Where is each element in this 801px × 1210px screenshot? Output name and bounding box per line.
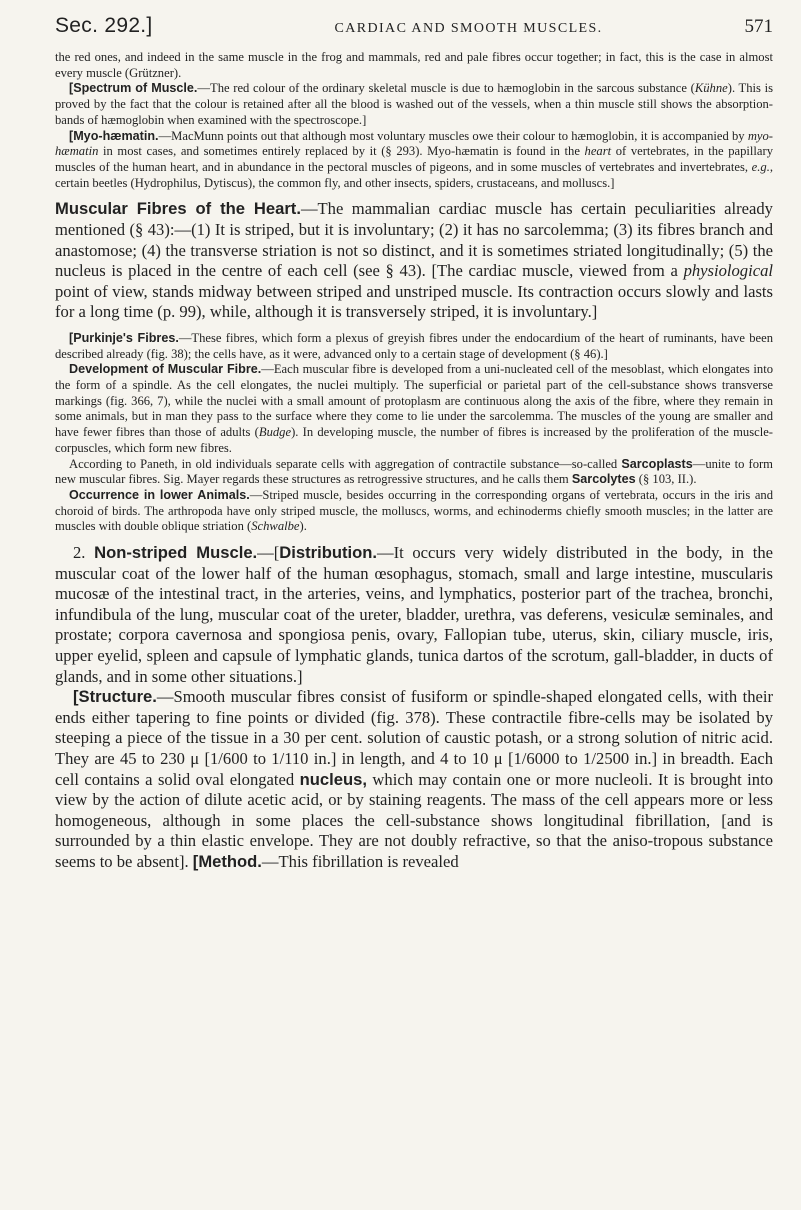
heading-cardiac-fibres: Muscular Fibres of the Heart. <box>55 199 301 219</box>
paragraph-red-pale-fibres: the red ones, and indeed in the same muscle in the frog and mammals, red and pale fibres occur together; in fact, this is the case in almost every muscle (Grützner). <box>55 50 773 80</box>
heading-method: [Method. <box>192 851 262 871</box>
paragraph-non-striped: 2. Non-striped Muscle.—[Distribution.—It occurs very widely distributed in the body, in the muscular coat of the lower half of the human œsophagus, stomach, small and large intestine, muscularis mucosæ of the intestinal tract, in the arteries, veins, and lymphatics, posterior part of the trachea, bronchi, infundibula of the lung, muscular coat of the ureter, bladder, urethra, vas deferens, vesiculæ seminales, and prostate; corpora cavernosa and spongiosa penis, ovary, Fallopian tube, uterus, skin, ciliary muscle, iris, upper eyelid, spleen and capsule of lymphatic glands, tunica dartos of the scrotum, gall-bladder, in ducts of glands, and in some other situations.] <box>55 543 774 686</box>
heading-spectrum-of-muscle: [Spectrum of Muscle. <box>69 81 198 96</box>
paragraph-sarcoplasts: According to Paneth, in old individuals separate cells with aggregation of contractile substance—so-called Sarcoplasts—unite to form new muscular fibres. Sig. Mayer regards these structures as retrogressive structures, and he calls them Sarcolytes (§ 103, II.). <box>55 456 773 487</box>
running-title: CARDIAC AND SMOOTH MUSCLES. <box>334 21 603 36</box>
heading-development: Development of Muscular Fibre. <box>69 362 262 377</box>
paragraph-purkinje: [Purkinje's Fibres.—These fibres, which form a plexus of greyish fibres under the endocardium of the heart of ruminants, have been described already (fig. 38); the cells have, as it were, advanced only to a certain stage of development (§ 46).] <box>55 330 773 361</box>
heading-lower-animals: Occurrence in lower Animals. <box>69 487 250 502</box>
small-print-block-1 <box>55 50 773 191</box>
heading-myo-haematin: [Myo-hæmatin. <box>69 128 159 143</box>
small-print-block-2 <box>55 331 773 535</box>
paragraph-cardiac-fibres: Muscular Fibres of the Heart.—The mammalian cardiac muscle has certain peculiarities already mentioned (§ 43):—(1) It is striped, but it is involuntary; (2) it has no sarcolemma; (3) its fibres branch and anastomose; (4) the transverse striation is not so distinct, and it is sometimes striated longitudinally; (5) the nucleus is placed in the centre of each cell (see § 43). [The cardiac muscle, viewed from a physiological point of view, stands midway between striped and unstriped muscle. Its contraction occurs slowly and lasts for a long time (p. 99), while, although it is transversely striped, it is involuntary.] <box>55 199 773 322</box>
paragraph-myo-haematin: [Myo-hæmatin.—MacMunn points out that although most voluntary muscles owe their colour to hæmoglobin, it is accompanied by myo-hæmatin in most cases, and sometimes entirely replaced by it (§ 293). Myo-hæmatin is found in the heart of vertebrates, in the papillary muscles of the human heart, and in abundance in the pectoral muscles of pigeons, and in some muscles of vertebrates and invertebrates, e.g., certain beetles (Hydrophilus, Dytiscus), the common fly, and other insects, spiders, crustaceans, and molluscs.] <box>55 128 774 190</box>
section-number: Sec. 292.] <box>55 14 153 37</box>
paragraph-structure: [Structure.—Smooth muscular fibres consist of fusiform or spindle-shaped elongated cells, with their ends either tapering to fine points or divided (fig. 378). These contractile fibre-cells may be isolated by steeping a piece of the tissue in a 30 per cent. solution of caustic potash, or a strong solution of nitric acid. They are 45 to 230 μ [1/600 to 1/110 in.] in length, and 4 to 10 μ [1/6000 to 1/2500 in.] in breadth. Each cell contains a solid oval elongated nucleus, which may contain one or more nucleoli. It is brought into view by the action of dilute acetic acid, or by staining reagents. The mass of the cell appears more or less homogeneous, although in some places the cell-substance shows longitudinal fibrillation, [and is surrounded by a thin elastic envelope. They are not doubly refractive, so that the aniso-tropous substance seems to be absent]. [Method.—This fibrillation is revealed <box>55 687 773 871</box>
paragraph-spectrum-of-muscle: [Spectrum of Muscle.—The red colour of the ordinary skeletal muscle is due to hæmoglobin in the sarcous substance (Kühne). This is proved by the fact that the colour is retained after all the blood is washed out of the vessels, when a thin muscle still shows the absorption-bands of hæmoglobin when examined with the spectroscope.] <box>55 81 774 127</box>
heading-structure: [Structure. <box>73 687 157 707</box>
heading-purkinje: [Purkinje's Fibres. <box>69 330 179 345</box>
page-number: 571 <box>744 16 773 37</box>
running-header <box>55 14 773 48</box>
large-print-block-1 <box>55 199 773 323</box>
paragraph-development: Development of Muscular Fibre.—Each muscular fibre is developed from a uni-nucleated cell of the mesoblast, which elongates into the form of a spindle. As the cell elongates, the nuclei multiply. The superficial or parietal part of the cell-substance shows transverse markings (fig. 366, 7), while the nuclei with a small amount of protoplasm are continuous along the axis of the fibre, where they remain in some animals, but in man they pass to the surface where they come to lie under the sarcolemma. The muscles of the young are smaller and have fewer fibres than those of adults (Budge). In developing muscle, the number of fibres is increased by the proliferation of the muscle-corpuscles, which form new fibres. <box>55 362 773 455</box>
paragraph-lower-animals: Occurrence in lower Animals.—Striped muscle, besides occurring in the corresponding organs of vertebrata, occurs in the iris and choroid of birds. The arthropoda have only striped muscle, the molluscs, worms, and echinoderms chiefly smooth muscles; in the latter are muscles with double oblique striation (Schwalbe). <box>55 487 774 534</box>
large-print-block-2 <box>55 543 773 873</box>
heading-non-striped: Non-striped Muscle. <box>94 543 258 563</box>
